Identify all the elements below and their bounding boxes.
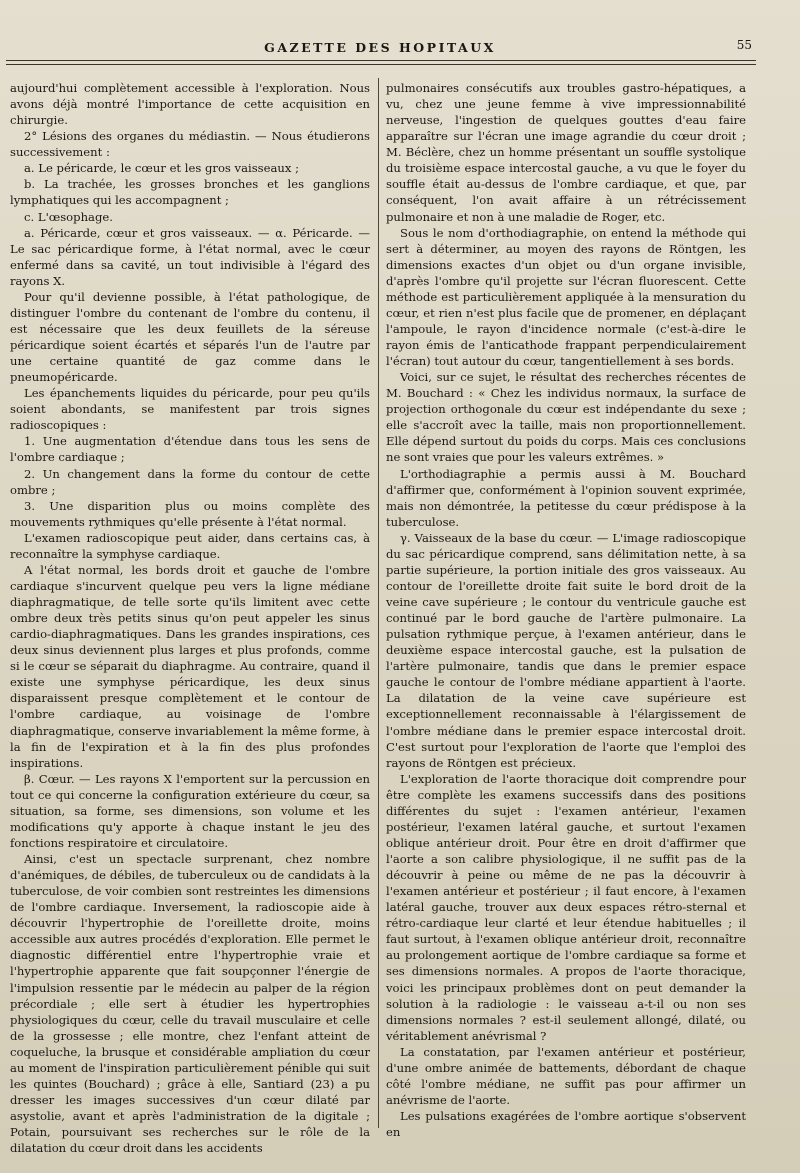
paragraph: Sous le nom d'orthodiagraphie, on entend la méthode qui sert à déterminer, au moyen des rayons de Röntgen, les dimensions exactes d'un objet ou d'un organe invisible, d'après l'ombre qu'il projette sur l'écran fluorescent. Cette méthode est particulièrement appliquée à la mensuration du cœur, et rien n'est plus facile que de promener, en déplaçant l'ampoule, le rayon d'incidence normale (c'est-à-dire le rayon émis de l'anticathode frappant perpendiculairement l'écran) tout autour du cœur, tangentiellement à ses bords. xyxy=(386,225,746,369)
paragraph: La constatation, par l'examen antérieur et postérieur, d'une ombre animée de battements, débordant de chaque côté l'ombre médiane, ne suffit pas pour affirmer un anévrisme de l'aorte. xyxy=(386,1044,746,1107)
paragraph: pulmonaires consécutifs aux troubles gastro-hépatiques, a vu, chez une jeune femme à vive impressionnabilité nerveuse, l'ingestion de quelques gouttes d'eau faire apparaître sur l'écran une image agrandie du cœur droit ; M. Béclère, chez un homme présentant un souffle systolique du troisième espace intercostal gauche, a vu que le foyer du souffle était au-dessus de l'ombre cardiaque, et que, par conséquent, l'on avait affaire à un rétrécissement pulmonaire et non à une maladie de Roger, etc. xyxy=(386,81,746,224)
paragraph: 2. Un changement dans la forme du contour de cette ombre ; xyxy=(10,466,370,497)
paragraph: 1. Une augmentation d'étendue dans tous les sens de l'ombre cardiaque ; xyxy=(10,434,370,465)
paragraph: L'orthodiagraphie a permis aussi à M. Bouchard d'affirmer que, conformément à l'opinion souvent exprimée, mais non démontrée, la petitesse du cœur prédispose à la tuberculose. xyxy=(386,466,746,529)
column-divider xyxy=(378,78,379,1128)
paragraph: L'exploration de l'aorte thoracique doit comprendre pour être complète les examens successifs dans des positions différentes du sujet : l'examen antérieur, l'examen postérieur, l'examen latéral gauche, et surtout l'examen oblique antérieur droit. Pour être en droit d'affirmer que l'aorte a son calibre physiologique, il ne suffit pas de la découvrir à peine ou même de ne pas la découvrir à l'examen antérieur et postérieur ; il faut encore, à l'examen latéral gauche, trouver aux deux espaces rétro-sternal et rétro-cardiaque leur clarté et leur étendue habituelles ; il faut surtout, à l'examen oblique antérieur droit, reconnaître au prolongement aortique de l'ombre cardiaque sa forme et ses dimensions normales. A propos de l'aorte thoracique, voici les principaux problèmes dont on peut demander la solution à la radiologie : le vaisseau a-t-il ou non ses dimensions normales ? est-il seulement allongé, dilaté, ou véritablement anévrismal ? xyxy=(386,771,746,1043)
left-column xyxy=(10,80,370,1156)
paragraph: Les pulsations exagérées de l'ombre aortique s'observent en xyxy=(386,1109,746,1140)
paragraph: Pour qu'il devienne possible, à l'état pathologique, de distinguer l'ombre du contenant de l'ombre du contenu, il est nécessaire que les deux feuillets de la séreuse péricardique soient écartés et séparés l'un de l'autre par une certaine quantité de gaz comme dans le pneumopéricarde. xyxy=(10,289,370,385)
paragraph: 2° Lésions des organes du médiastin. — Nous étudierons successivement : xyxy=(10,129,370,160)
paragraph: γ. Vaisseaux de la base du cœur. — L'image radioscopique du sac péricardique comprend, sans délimitation nette, à sa partie supérieure, la portion initiale des gros vaisseaux. Au contour de l'oreillette droite fait suite le bord droit de la veine cave supérieure ; le contour du ventricule gauche est continué par le bord gauche de l'artère pulmonaire. La pulsation rythmique perçue, à l'examen antérieur, dans le deuxième espace intercostal gauche, est la pulsation de l'artère pulmonaire, tandis que dans le premier espace gauche le contour de l'ombre médiane appartient à l'aorte. La dilatation de la veine cave supérieure est exceptionnellement reconnaissable à l'élargissement de l'ombre médiane dans le premier espace intercostal droit. C'est surtout pour l'exploration de l'aorte que l'emploi des rayons de Röntgen est précieux. xyxy=(386,530,746,770)
page-number: 55 xyxy=(736,38,752,52)
paragraph: Ainsi, c'est un spectacle surprenant, chez nombre d'anémiques, de débiles, de tuberculeux ou de candidats à la tuberculose, de voir combien sont restreintes les dimensions de l'ombre cardiaque. Inversement, la radioscopie aide à découvrir l'hypertrophie de l'oreillette droite, moins accessible aux autres procédés d'exploration. Elle permet le diagnostic différentiel entre l'hypertrophie vraie et l'hypertrophie apparente que fait soupçonner l'énergie de l'impulsion ressentie par le médecin au palper de la région précordiale ; elle sert à étudier les hypertrophies physiologiques du cœur, celle du travail musculaire et celle de la grossesse ; elle montre, chez l'enfant atteint de coqueluche, la brusque et considérable ampliation du cœur au moment de l'inspiration particulièrement pénible qui suit les quintes (Bouchard) ; grâce à elle, Santiard (23) a pu dresser les images successives d'un cœur dilaté par asystolie, avant et après l'administration de la digitale ; Potain, poursuivant ses recherches sur le rôle de la dilatation du cœur droit dans les accidents xyxy=(10,852,370,1156)
paragraph: c. L'œsophage. xyxy=(24,209,113,224)
paragraph: 3. Une disparition plus ou moins complète des mouvements rythmiques qu'elle présente à l'état normal. xyxy=(10,498,370,529)
paragraph: L'examen radioscopique peut aider, dans certains cas, à reconnaître la symphyse cardiaque. xyxy=(10,530,370,561)
paragraph: a. Le péricarde, le cœur et les gros vaisseaux ; xyxy=(24,161,299,176)
journal-title: GAZETTE DES HOPITAUX xyxy=(264,40,496,55)
paragraph: Voici, sur ce sujet, le résultat des recherches récentes de M. Bouchard : « Chez les individus normaux, la surface de projection orthogonale du cœur est indépendante du sexe ; elle s'accroît avec la taille, mais non proportionnellement. Elle dépend surtout du poids du corps. Mais ces conclusions ne sont vraies que pour les valeurs extrêmes. » xyxy=(386,370,746,465)
paragraph: Les épanchements liquides du péricarde, pour peu qu'ils soient abondants, se manifestent par trois signes radioscopiques : xyxy=(10,386,370,433)
paragraph: b. La trachée, les grosses bronches et les ganglions lymphatiques qui les accompagnent ; xyxy=(10,177,370,208)
paragraph: A l'état normal, les bords droit et gauche de l'ombre cardiaque s'incurvent quelque peu vers la ligne médiane diaphragmatique, de telle sorte qu'ils limitent avec cette ombre deux très petits sinus qu'on peut appeler les sinus cardio-diaphragmatiques. Dans les grandes inspirations, ces deux sinus deviennent plus larges et plus profonds, comme si le cœur se séparait du diaphragme. Au contraire, quand il existe une symphyse péricardique, les deux sinus disparaissent presque complètement et le contour de l'ombre cardiaque, au voisinage de l'ombre diaphragmatique, conserve invariablement la même forme, à la fin de l'expiration et à la fin des plus profondes inspirations. xyxy=(10,562,370,770)
paragraph: aujourd'hui complètement accessible à l'exploration. Nous avons déjà montré l'importance de cette acquisition en chirurgie. xyxy=(10,81,370,128)
paragraph: β. Cœur. — Les rayons X l'emportent sur la percussion en tout ce qui concerne la configuration extérieure du cœur, sa situation, sa forme, ses dimensions, son volume et les modifications qu'y apporte à chaque instant le jeu des fonctions respiratoire et circulatoire. xyxy=(10,771,370,850)
right-column xyxy=(386,80,746,1140)
paragraph: a. Péricarde, cœur et gros vaisseaux. — α. Péricarde. — Le sac péricardique forme, à l'état normal, avec le cœur enfermé dans sa cavité, un tout indivisible à l'égard des rayons X. xyxy=(10,225,370,288)
header-rule xyxy=(6,60,756,74)
